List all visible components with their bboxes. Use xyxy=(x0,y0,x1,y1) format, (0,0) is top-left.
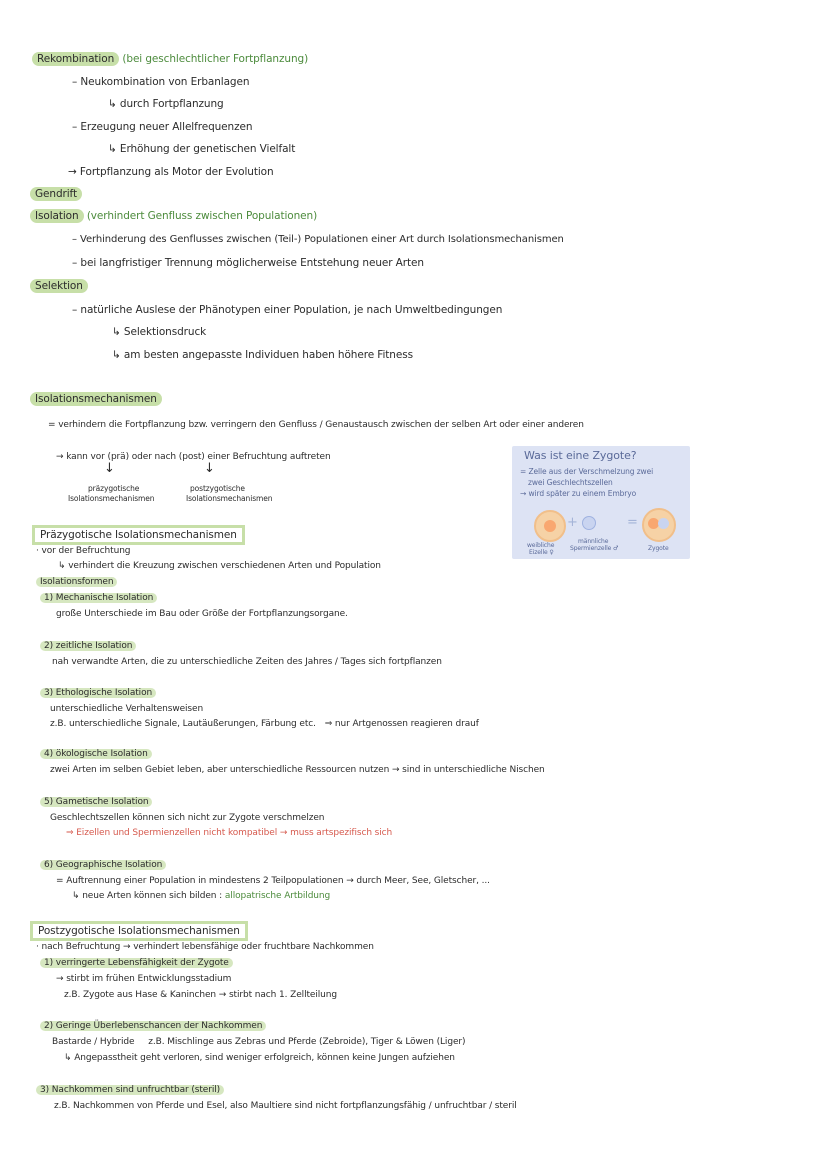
form6-title: 6) Geographische Isolation xyxy=(40,858,166,872)
post1-text1: → stirbt im frühen Entwicklungsstadium xyxy=(56,974,232,984)
zygote-card-line1: = Zelle aus der Verschmelzung zwei xyxy=(520,467,654,476)
zygote-card-line3: → wird später zu einem Embryo xyxy=(520,489,637,498)
label-egg-1: weibliche xyxy=(527,542,555,549)
isolation-line2: – bei langfristiger Trennung möglicherweise Entstehung neuer Arten xyxy=(72,257,424,269)
form6-sub: ↳ neue Arten können sich bilden : allopatrische Artbildung xyxy=(72,891,331,901)
selektion-sub1: ↳ Selektionsdruck xyxy=(112,326,207,338)
label-sperm-2: Spermienzelle ♂ xyxy=(570,545,619,552)
isolation-heading: Isolation (verhindert Genfluss zwischen Populationen) xyxy=(30,209,317,223)
post-after: · nach Befruchtung → verhindert lebensfähige oder fruchtbare Nachkommen xyxy=(36,942,374,952)
zygote-info-card xyxy=(512,446,690,559)
isolation-line1: – Verhinderung des Genflusses zwischen (Teil-) Populationen einer Art durch Isolationsmechanismen xyxy=(72,234,564,245)
label-egg-2: Eizelle ♀ xyxy=(529,549,554,556)
egg-cell-icon xyxy=(534,510,566,542)
pre-forms: Isolationsformen xyxy=(36,575,117,589)
rekombination-line3: → Fortpflanzung als Motor der Evolution xyxy=(68,166,274,178)
selektion-line1: – natürliche Auslese der Phänotypen einer Population, je nach Umweltbedingungen xyxy=(72,304,503,316)
pre-before: · vor der Befruchtung xyxy=(36,546,131,556)
form1-text: große Unterschiede im Bau oder Größe der Fortpflanzungsorgane. xyxy=(56,609,348,619)
form3-title: 3) Ethologische Isolation xyxy=(40,686,156,700)
rekombination-line2: – Erzeugung neuer Allelfrequenzen xyxy=(72,121,253,133)
post2-text2: ↳ Angepasstheit geht verloren, sind weniger erfolgreich, können keine Jungen aufziehen xyxy=(64,1053,455,1063)
post1-text2: z.B. Zygote aus Hase & Kaninchen → stirbt nach 1. Zellteilung xyxy=(64,990,337,1000)
arrow-down-icon: ↓ xyxy=(204,461,215,476)
label-sperm-1: männliche xyxy=(578,538,609,545)
zygote-icon xyxy=(642,508,676,542)
post3-title: 3) Nachkommen sind unfruchtbar (steril) xyxy=(36,1083,224,1097)
form5-text: Geschlechtszellen können sich nicht zur Zygote verschmelzen xyxy=(50,813,325,823)
zygote-card-title: Was ist eine Zygote? xyxy=(524,449,637,462)
form2-title: 2) zeitliche Isolation xyxy=(40,639,136,653)
form2-text: nah verwandte Arten, die zu unterschiedliche Zeiten des Jahres / Tages sich fortpflanzen xyxy=(52,657,442,667)
branch-post-label-1: postzygotische xyxy=(190,484,245,493)
pre-heading: Präzygotische Isolationsmechanismen xyxy=(32,525,245,545)
post2-text1: Bastarde / Hybride z.B. Mischlinge aus Zebras und Pferde (Zebroide), Tiger & Löwen (Liger) xyxy=(52,1037,466,1047)
label-zygote: Zygote xyxy=(648,545,669,552)
rekombination-heading: Rekombination (bei geschlechtlicher Fortpflanzung) xyxy=(32,52,308,66)
form5-title: 5) Gametische Isolation xyxy=(40,795,152,809)
form1-title: 1) Mechanische Isolation xyxy=(40,591,157,605)
branch-post-label-2: Isolationsmechanismen xyxy=(186,494,273,503)
zygote-card-line2: zwei Geschlechtszellen xyxy=(528,478,613,487)
form3-text2: z.B. unterschiedliche Signale, Lautäußerungen, Färbung etc. ⇒ nur Artgenossen reagieren drauf xyxy=(50,719,479,729)
post1-title: 1) verringerte Lebensfähigkeit der Zygote xyxy=(40,956,233,970)
rekombination-line1: – Neukombination von Erbanlagen xyxy=(72,76,250,88)
form5-note: ⇒ Eizellen und Spermienzellen nicht kompatibel → muss artspezifisch sich xyxy=(66,828,393,838)
form4-text: zwei Arten im selben Gebiet leben, aber unterschiedliche Ressourcen nutzen → sind in unterschiedliche Nischen xyxy=(50,765,545,775)
gendrift-heading: Gendrift xyxy=(30,187,82,201)
plus-sign: + xyxy=(567,515,578,530)
isolationsmechanismen-timing: → kann vor (prä) oder nach (post) einer Befruchtung auftreten xyxy=(56,452,331,462)
arrow-down-icon: ↓ xyxy=(104,461,115,476)
rekombination-line1-sub: ↳ durch Fortpflanzung xyxy=(108,98,224,110)
branch-pre-label-2: Isolationsmechanismen xyxy=(68,494,155,503)
selektion-sub2: ↳ am besten angepasste Individuen haben höhere Fitness xyxy=(112,349,413,361)
branch-pre-label-1: präzygotische xyxy=(88,484,140,493)
form3-text1: unterschiedliche Verhaltensweisen xyxy=(50,704,204,714)
pre-before-sub: ↳ verhindert die Kreuzung zwischen verschiedenen Arten und Population xyxy=(58,561,381,571)
rekombination-line2-sub: ↳ Erhöhung der genetischen Vielfalt xyxy=(108,143,296,155)
isolationsmechanismen-definition: = verhindern die Fortpflanzung bzw. verringern den Genfluss / Genaustausch zwischen der selben Art oder einer anderen xyxy=(48,420,584,430)
sperm-cell-icon xyxy=(582,516,596,530)
post2-title: 2) Geringe Überlebenschancen der Nachkommen xyxy=(40,1019,266,1033)
form6-text: = Auftrennung einer Population in mindestens 2 Teilpopulationen → durch Meer, See, Gletscher, ... xyxy=(56,876,490,886)
equals-sign: = xyxy=(627,515,638,530)
form4-title: 4) ökologische Isolation xyxy=(40,747,152,761)
post-heading: Postzygotische Isolationsmechanismen xyxy=(30,921,248,941)
post3-text: z.B. Nachkommen von Pferde und Esel, also Maultiere sind nicht fortpflanzungsfähig / unfruchtbar / steril xyxy=(54,1101,517,1111)
isolationsmechanismen-heading: Isolationsmechanismen xyxy=(30,392,162,406)
selektion-heading: Selektion xyxy=(30,279,88,293)
